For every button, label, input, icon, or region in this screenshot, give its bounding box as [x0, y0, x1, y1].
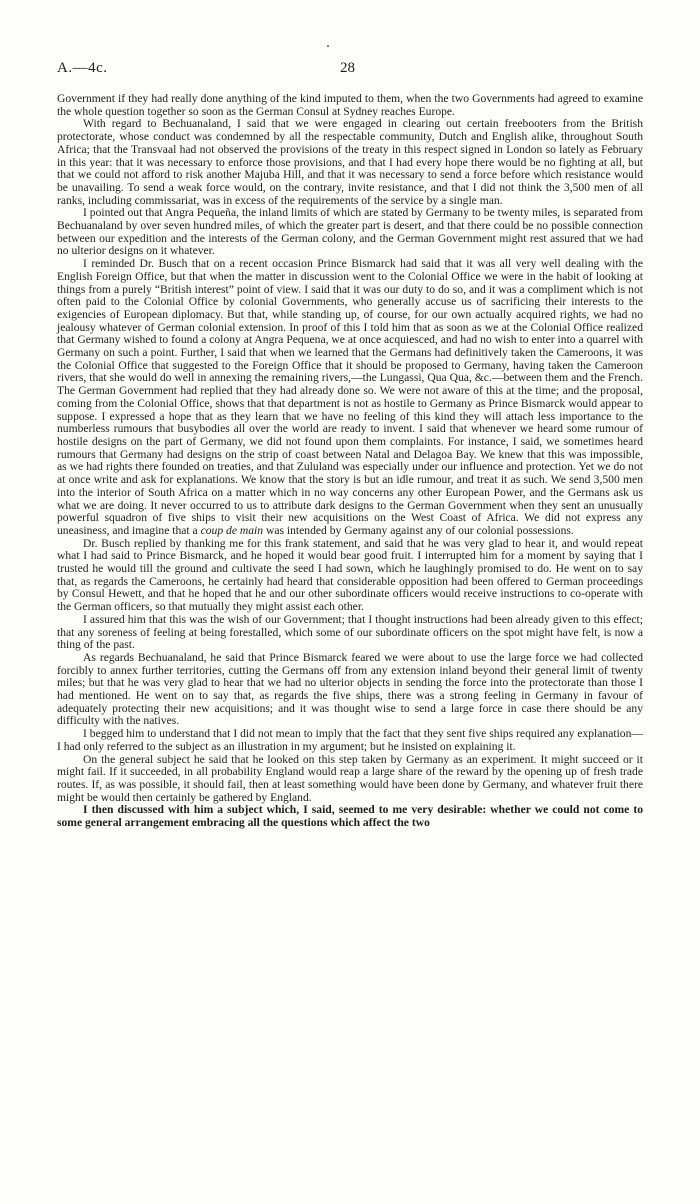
paragraph: Dr. Busch replied by thanking me for this frank statement, and said that he was very glad to hear it, and would repeat what I had said to Prince Bismarck, and he hoped it would bear good fruit. I interrupted him for a moment by saying that I trusted he would till the ground and cultivate the seed I had sown, which he laughingly promised to do. He went on to say that, as regards the Cameroons, he certainly had heard that considerable opposition had been offered to German proceedings by Consul Hewett, and that he hoped that he and our other subordinate officers would receive instructions to co-operate with the German officers, so that mutually they might assist each other. [57, 536, 643, 614]
running-head [57, 60, 643, 80]
page-number: 28 [340, 60, 355, 76]
document-reference: A.—4c. [57, 60, 108, 76]
paragraph: With regard to Bechuanaland, I said that we were engaged in clearing out certain freebooters from the British protectorate, whose conduct was condemned by all the respectable community, Dutch and English alike, throughout South Africa; that the Transvaal had not observed the provisions of the treaty in this respect signed in London so lately as February in this year: that it was necessary to enforce those provisions, and that I had every hope there would be no fighting at all, but that we could not afford to risk another Majuba Hill, and that it was necessary to send a force before which resistance would be unavailing. To send a weak force would, on the contrary, invite resistance, and that I did not think the 3,500 men of all ranks, including commissariat, was in excess of the requirements of the service by a single man. [57, 117, 643, 207]
italic-phrase: coup de main [200, 523, 264, 537]
scan-speck [327, 45, 329, 47]
paragraph: I assured him that this was the wish of our Government; that I thought instructions had been already given to this effect; that any soreness of feeling at being forestalled, which some of our subordinate officers on the spot might have felt, is now a thing of the past. [57, 612, 643, 652]
paragraph: I reminded Dr. Busch that on a recent occasion Prince Bismarck had said that it was all very well dealing with the English Foreign Office, but that when the matter in discussion went to the Colonial Office we were in the habit of looking at things from a purely “British interest” point of view. I said that it was our duty to do so, and it was a compliment which is not often paid to the Colonial Office by colonial Governments, who generally accuse us of sacrificing their interests to the exigencies of European diplomacy. But that, while standing up, of course, for our own actually acquired rights, we had no jealousy whatever of German colonial extension. In proof of this I told him that as soon as we at the Colonial Office realized that Germany wished to found a colony at Angra Pequena, we at once acquiesced, and had no wish to enter into a quarrel with Germany on such a point. Further, I said that when we learned that the Germans had definitively taken the Cameroons, it was the Colonial Office that suggested to the Foreign Office that it should be proposed to Germany, having taken the Cameroon rivers, that she would do well in annexing the remaining rivers,—the Lungassi, Qua Qua, &c.—between them and the French. The German Government had replied that they had already done so. We were not aware of this at the time; and the proposal, coming from the Colonial Office, shows that that department is not as hostile to Germany as Prince Bismarck would appear to suppose. I expressed a hope that as they learn that we have no feeling of this kind they will attach less importance to the numberless rumours that busybodies all over the world are ready to invent. I said that whenever we heard some rumour of hostile designs on the part of Germany, we did not found upon them complaints. For instance, I said, we sometimes heard rumours that Germany had designs on the strip of coast between Natal and Delagoa Bay. We knew that this was impossible, as we had rights there founded on treaties, and that Zululand was especially under our influence and protection. Yet we do not at once write and ask for explanations. We know that the story is but an idle rumour, and treat it as such. We send 3,500 men into the interior of South Africa on a matter which in no way concerns any other European Power, and the Germans ask us what we are doing. It never occurred to us to attribute dark designs to the German Government when they sent an unusually powerful squadron of five ships to visit their new acquisitions on the West Coast of Africa. We did not express any uneasiness, and imagine that a coup de main was intended by Germany against any of our colonial possessions. [57, 257, 643, 537]
paragraph: On the general subject he said that he looked on this step taken by Germany as an experiment. It might succeed or it might fail. If it succeeded, in all probability England would reap a large share of the reward by the opening up of fresh trade routes. If, as was possible, it should fail, then at least something would have been done by Germany, and whatever fruit there might be would then certainly be gathered by England. [57, 752, 643, 804]
paragraph: I begged him to understand that I did not mean to imply that the fact that they sent five ships required any explanation—I had only referred to the subject as an illustration in my argument; but he insisted on explaining it. [57, 727, 643, 753]
paragraph: As regards Bechuanaland, he said that Prince Bismarck feared we were about to use the large force we had collected forcibly to annex further territories, cutting the Germans off from any extension inland beyond their general limit of twenty miles; but that he was very glad to hear that we had no ulterior objects in sending the force into the protectorate than those I had mentioned. He went on to say that, as regards the five ships, there was a strong feeling in Germany in favour of adequately protecting their new acquisitions; and it was thought wise to send a large force in case there should be any difficulty with the natives. [57, 650, 643, 728]
paragraph: I pointed out that Angra Pequeña, the inland limits of which are stated by Germany to be twenty miles, is separated from Bechuanaland by over seven hundred miles, of which the greater part is desert, and that there could be no possible connection between our expedition and the interests of the German colony, and the German Government might rest assured that we had no ulterior designs on it whatever. [57, 206, 643, 258]
paragraph: Government if they had really done anything of the kind imputed to them, when the two Governments had agreed to examine the whole question together so soon as the German Consul at Sydney reaches Europe. [57, 92, 643, 118]
paragraph: I then discussed with him a subject which, I said, seemed to me very desirable: whether we could not come to some general arrangement embracing all the questions which affect the two [57, 803, 643, 830]
body-text [57, 93, 643, 830]
